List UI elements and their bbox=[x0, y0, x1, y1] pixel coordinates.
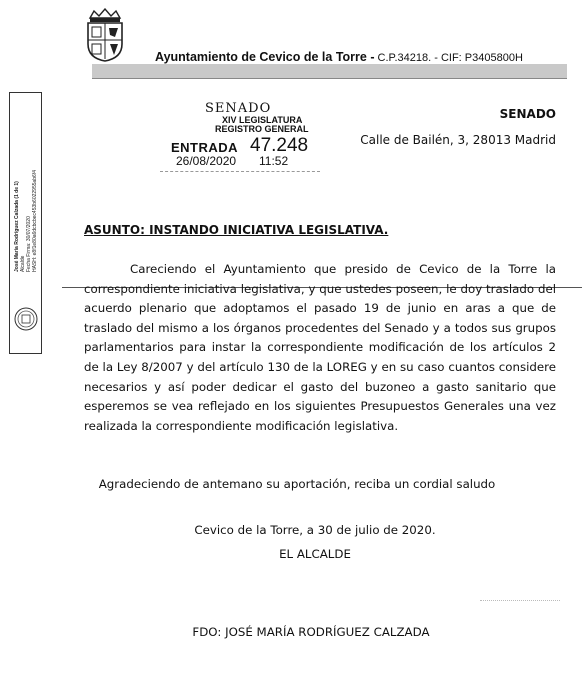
stamp-time: 11:52 bbox=[259, 154, 289, 168]
closing-line: Agradeciendo de antemano su aportación, reciba un cordial saludo bbox=[98, 477, 496, 491]
header-bar bbox=[92, 64, 567, 79]
stamp-registro: REGISTRO GENERAL bbox=[215, 124, 309, 134]
place-and-date: Cevico de la Torre, a 30 de julio de 2020. bbox=[194, 523, 436, 537]
signature-stamp-hash: HASH: e8f1e80a6dcbcbec453b6022955ab6f4 bbox=[32, 169, 38, 273]
body-paragraph: Careciendo el Ayuntamiento que presido de Cevico de la Torre la correspondiente iniciativa legislativa, y que ustedes poseen, le doy traslado del acuerdo plenario que adoptamos el pasado 19 de junio en aras a que de traslado del mismo a los órganos procedentes del Senado y a todos sus grupos parlamentarios para instar la correspondiente modificación de los artículos 2 de la Ley 8/2007 y del artículo 130 de la LOREG y en su caso cuantos considere necesarios y así poder dedicar el gasto del buzoneo a gasto sanitario que esperemos se vea reflejado en los siguientes Presupuestos Generales una vez realizada la correspondiente modificación legislativa. bbox=[84, 262, 556, 433]
stamp-underline bbox=[160, 171, 320, 172]
stamp-legislatura: XIV LEGISLATURA bbox=[222, 115, 303, 125]
recipient-address: Calle de Bailén, 3, 28013 Madrid bbox=[360, 133, 556, 147]
signer-role: EL ALCALDE bbox=[279, 547, 351, 561]
signature-line: FDO: JOSÉ MARÍA RODRÍGUEZ CALZADA bbox=[192, 625, 430, 639]
subject-line: ASUNTO: INSTANDO INICIATIVA LEGISLATIVA. bbox=[84, 223, 389, 237]
organization-name-text: Ayuntamiento de Cevico de la Torre - bbox=[155, 50, 375, 64]
organization-codes: C.P.34218. - CIF: P3405800H bbox=[374, 52, 523, 64]
stamp-entrada-label: ENTRADA bbox=[171, 140, 239, 155]
signature-stamp-date: Fecha Firma: 30/07/2020 bbox=[26, 216, 32, 273]
stamp-institution: SENADO bbox=[205, 101, 272, 116]
stamp-date: 26/08/2020 bbox=[176, 154, 237, 168]
seal-icon bbox=[14, 307, 38, 331]
signature-stamp-role: Alcalde bbox=[20, 255, 26, 273]
organization-name bbox=[155, 50, 523, 64]
coat-of-arms-icon bbox=[82, 8, 128, 62]
stamp-entrada-number: 47.248 bbox=[250, 135, 309, 156]
recipient-name: SENADO bbox=[499, 107, 556, 121]
scan-artifact bbox=[480, 600, 560, 601]
signature-stamp-signer: José María Rodríguez Calzada (1 de 1) bbox=[14, 181, 20, 273]
signature-stamp-text bbox=[14, 170, 38, 272]
electronic-signature-stamp bbox=[9, 92, 42, 354]
